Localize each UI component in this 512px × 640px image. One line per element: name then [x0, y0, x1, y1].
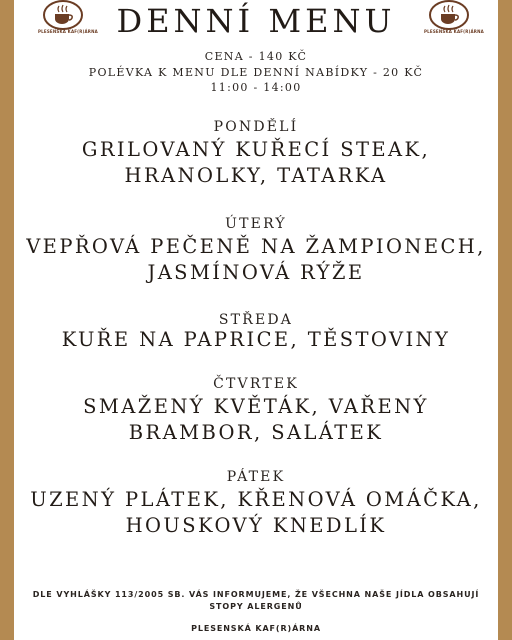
dish-tuesday-line-1: VEPŘOVÁ PEČENĚ NA ŽAMPIONECH, — [26, 235, 486, 258]
footer-brand: PLESENSKÁ KAF(R)ÁRNA — [191, 624, 321, 633]
dish-friday-line-1: UZENÝ PLÁTEK, KŘENOVÁ OMÁČKA, — [30, 488, 482, 511]
dish-friday-line-2: HOUSKOVÝ KNEDLÍK — [125, 514, 387, 537]
day-label-wednesday: STŘEDA — [218, 312, 294, 328]
allergen-notice-line-2: STOPY ALERGENŮ — [209, 602, 303, 611]
price-text: CENA - 140 KČ — [204, 50, 308, 63]
dish-monday-line-2: HRANOLKY, TATARKA — [124, 164, 388, 187]
soup-price-text: POLÉVKA K MENU DLE DENNÍ NABÍDKY - 20 KČ — [88, 66, 424, 79]
allergen-notice-line-1: DLE VYHLÁŠKY 113/2005 SB. VÁS INFORMUJEME, ŽE VŠECHNA NAŠE JÍDLA OBSAHUJÍ — [32, 590, 480, 599]
day-label-tuesday: ÚTERÝ — [225, 216, 287, 232]
day-label-monday: PONDĚLÍ — [213, 119, 299, 135]
opening-hours-text: 11:00 - 14:00 — [210, 81, 302, 94]
dish-thursday-line-2: BRAMBOR, SALÁTEK — [128, 421, 384, 444]
dish-wednesday-line-1: KUŘE NA PAPRICE, TĚSTOVINY — [61, 328, 451, 351]
logo-caption: PLESENSKÁ KAF(R)ÁRNA — [38, 29, 98, 34]
day-label-thursday: ČTVRTEK — [213, 376, 299, 392]
page-title: DENNÍ MENU — [116, 2, 396, 40]
logo-caption: PLESENSKÁ KAF(R)ÁRNA — [424, 29, 484, 34]
dish-tuesday-line-2: JASMÍNOVÁ RÝŽE — [147, 261, 365, 284]
menu-sheet — [14, 0, 498, 640]
dish-thursday-line-1: SMAŽENÝ KVĚTÁK, VAŘENÝ — [83, 395, 429, 418]
dish-monday-line-1: GRILOVANÝ KUŘECÍ STEAK, — [81, 138, 431, 161]
day-label-friday: PÁTEK — [226, 469, 286, 485]
